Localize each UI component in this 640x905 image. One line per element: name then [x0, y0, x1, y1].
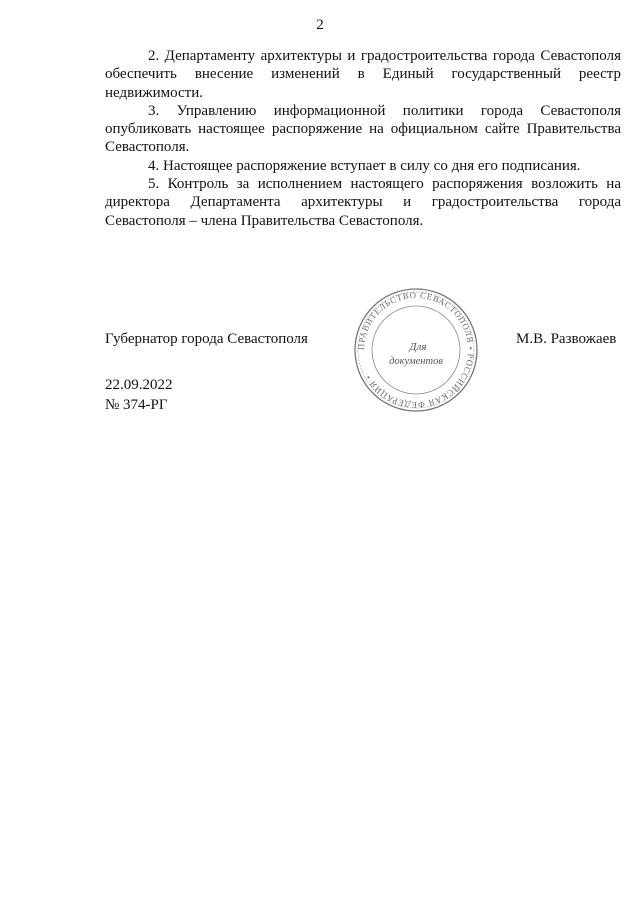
document-date: 22.09.2022 — [105, 377, 173, 393]
paragraph-4: 4. Настоящее распоряжение вступает в силу со дня его подписания. — [148, 157, 581, 174]
signatory-position: Губернатор города Севастополя — [105, 331, 308, 347]
paragraph-2: 2. Департаменту архитектуры и градостроительства города Севастополя обеспечить внесение изменений в Единый государственный реестр недвижимости. — [105, 48, 621, 101]
paragraph-3: 3. Управлению информационной политики города Севастополя опубликовать настоящее распоряжение на официальном сайте Правительства Севастополя. — [105, 102, 621, 156]
seal-outer-text: ПРАВИТЕЛЬСТВО СЕВАСТОПОЛЯ • РОССИЙСКАЯ ФЕДЕРАЦИЯ • — [355, 289, 477, 411]
official-seal — [352, 286, 480, 414]
seal-inner-line2: документов — [389, 356, 443, 367]
document-number: № 374-РГ — [105, 397, 168, 413]
document-body — [105, 47, 621, 230]
seal-inner-line1: Для — [409, 341, 427, 353]
signatory-name: М.В. Развожаев — [516, 331, 617, 347]
page-number: 2 — [316, 17, 324, 33]
paragraph-5: 5. Контроль за исполнением настоящего распоряжения возложить на директора Департамента архитектуры и градостроительства города Севастополя – члена Правительства Севастополя. — [105, 176, 621, 229]
